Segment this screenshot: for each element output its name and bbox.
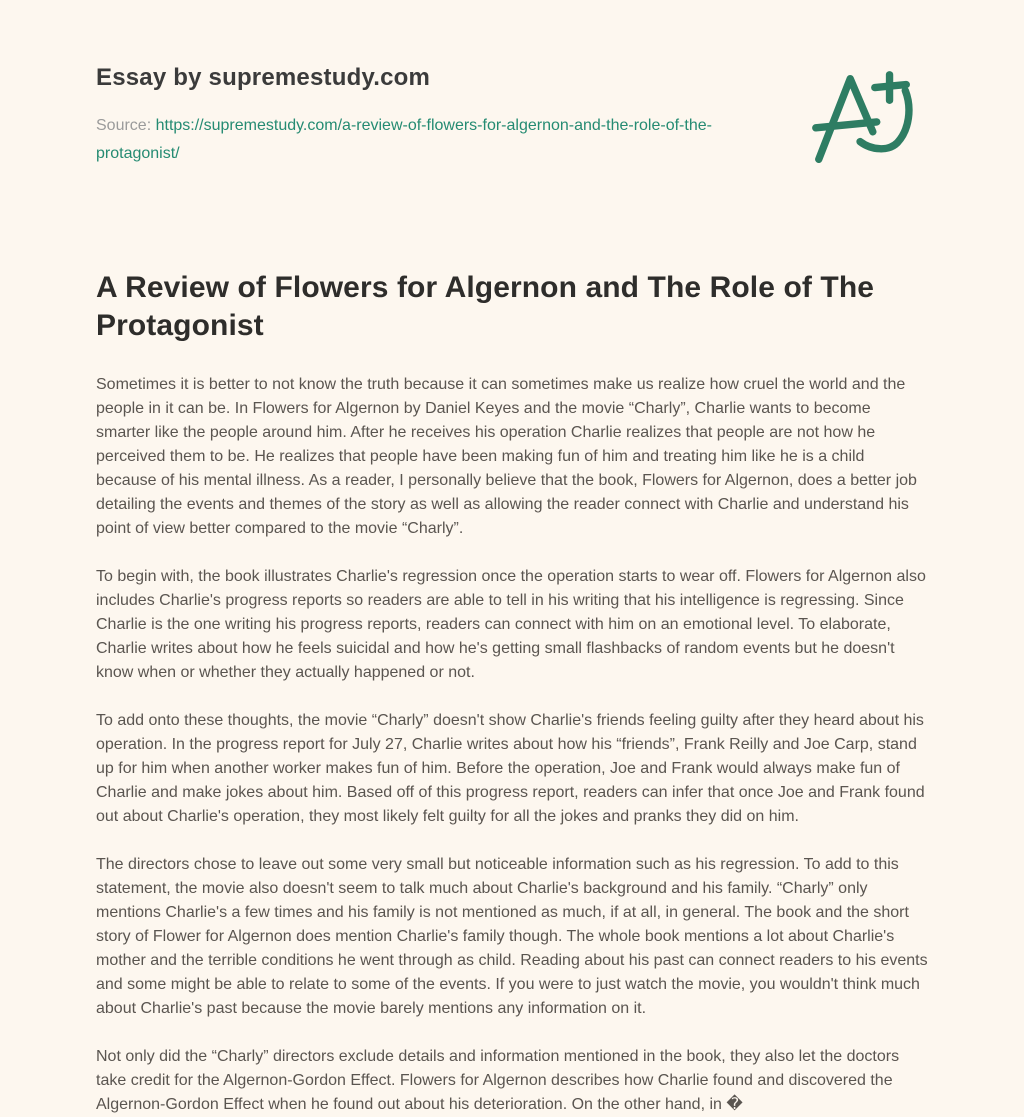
source-line <box>96 112 768 168</box>
essay-paragraph: Not only did the “Charly” directors exclude details and information mentioned in the book, they also let the doctors take credit for the Algernon-Gordon Effect. Flowers for Algernon describes how Charlie found and discovered the Algernon-Gordon Effect when he found out about his deterioration. On the other hand, in � <box>96 1048 900 1113</box>
essay-paragraph: To add onto these thoughts, the movie “Charly” doesn't show Charlie's friends feeling guilty after they heard about his operation. In the progress report for July 27, Charlie writes about how his “friends”, Frank Reilly and Joe Carp, stand up for him when another worker makes fun of him. Before the operation, Joe and Frank would always make fun of Charlie and make jokes about him. Based off of this progress report, readers can infer that once Joe and Frank found out about Charlie's operation, they most likely felt guilty for all the jokes and pranks they did on him. <box>96 712 925 825</box>
a-plus-grade-logo-icon <box>804 70 922 173</box>
essay-paragraph: The directors chose to leave out some very small but noticeable information such as his regression. To add to this statement, the movie also doesn't seem to talk much about Charlie's background and his family. “Charly” only mentions Charlie's a few times and his family is not mentioned as much, if at all, in general. The book and the short story of Flower for Algernon does mention Charlie's family though. The whole book mentions a lot about Charlie's mother and the terrible conditions he went through as child. Reading about his past can connect readers to his events and some might be able to relate to some of the events. If you were to just watch the movie, you wouldn't think much about Charlie's past because the movie barely mentions any information on it. <box>96 856 928 1017</box>
source-url-link[interactable]: https://supremestudy.com/a-review-of-flowers-for-algernon-and-the-role-of-the-protagonist/ <box>96 117 712 162</box>
document-header <box>96 64 928 173</box>
essay-paragraph: Sometimes it is better to not know the truth because it can sometimes make us realize how cruel the world and the people in it can be. In Flowers for Algernon by Daniel Keyes and the movie “Charly”, Charlie wants to become smarter like the people around him. After he receives his operation Charlie realizes that people are not how he perceived them to be. He realizes that people have been making fun of him and treating him like he is a child because of his mental illness. As a reader, I personally believe that the book, Flowers for Algernon, does a better job detailing the events and themes of the story as well as allowing the reader connect with Charlie and understand his point of view better compared to the movie “Charly”. <box>96 376 917 537</box>
essay-page-title: A Review of Flowers for Algernon and The Role of The Protagonist <box>96 271 875 342</box>
essay-body <box>96 373 928 1117</box>
source-label: Source: <box>96 117 152 134</box>
essay-byline-heading: Essay by supremestudy.com <box>96 64 431 91</box>
essay-paragraph: To begin with, the book illustrates Charlie's regression once the operation starts to wear off. Flowers for Algernon also includes Charlie's progress reports so readers are able to tell in his writing that his intelligence is regressing. Since Charlie is the one writing his progress reports, readers can connect with him on an emotional level. To elaborate, Charlie writes about how he feels suicidal and how he's getting small flashbacks of random events but he doesn't know when or whether they actually happened or not. <box>96 568 926 681</box>
header-text-block <box>96 64 768 168</box>
